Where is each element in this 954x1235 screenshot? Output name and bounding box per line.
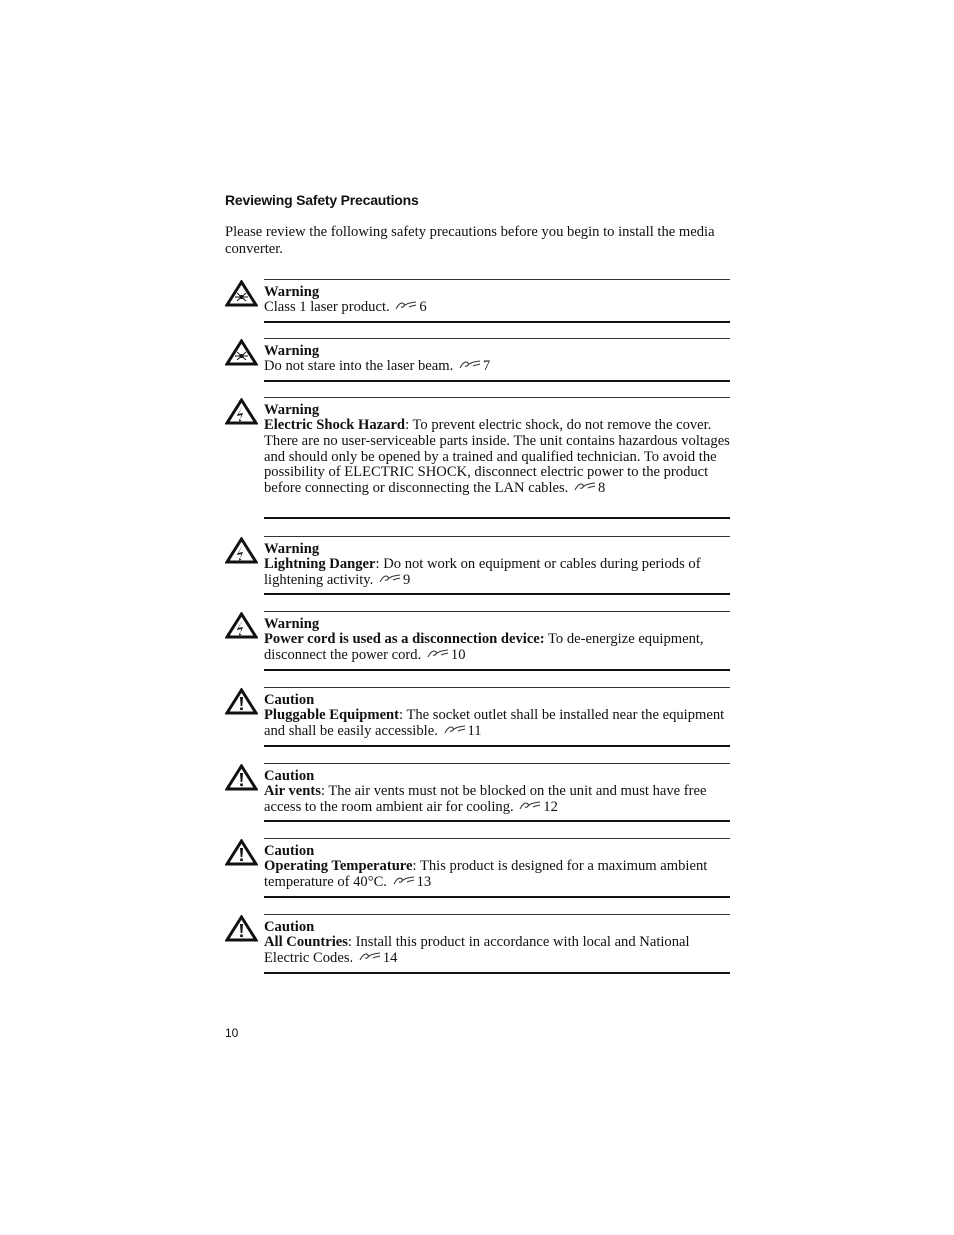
notice-text: Air vents: The air vents must not be blocked on the unit and must have free access to the room ambient air for cooling. 12 [264,783,707,815]
notice-text: Pluggable Equipment: The socket outlet shall be installed near the equipment and shall be easily accessible. 11 [264,707,725,739]
reference-hand-icon [444,725,466,735]
notice-kind: Warning [264,541,320,557]
electric-shock-warning-icon [225,537,258,564]
notice-kind: Caution [264,692,315,708]
laser-warning-icon [225,280,258,307]
section-heading: Reviewing Safety Precautions [225,192,419,208]
reference-hand-icon [459,360,481,370]
caution-exclamation-icon [225,915,258,942]
notice-text: Class 1 laser product. 6 [264,299,427,315]
reference-hand-icon [395,301,417,311]
notice-kind: Caution [264,919,315,935]
reference-hand-icon [359,952,381,962]
page-number: 10 [225,1026,239,1040]
caution-exclamation-icon [225,764,258,791]
notice-text: Lightning Danger: Do not work on equipment or cables during periods of lightening activity. 9 [264,556,701,588]
notice-kind: Caution [264,768,315,784]
electric-shock-warning-icon [225,398,258,425]
intro-paragraph: Please review the following safety precautions before you begin to install the media converter. [225,224,715,257]
laser-warning-icon [225,339,258,366]
notice-text: All Countries: Install this product in accordance with local and National Electric Codes. 14 [264,934,690,966]
caution-exclamation-icon [225,839,258,866]
notice-text: Operating Temperature: This product is designed for a maximum ambient temperature of 40°C. 13 [264,858,708,890]
electric-shock-warning-icon [225,612,258,639]
notice-kind: Warning [264,616,320,632]
caution-exclamation-icon [225,688,258,715]
notice-kind: Caution [264,843,315,859]
notice-kind: Warning [264,402,320,418]
notice-text: Do not stare into the laser beam. 7 [264,358,491,374]
reference-hand-icon [574,482,596,492]
notice-text: Power cord is used as a disconnection device: To de-energize equipment, disconnect the power cord. 10 [264,631,704,663]
notice-kind: Warning [264,343,320,359]
reference-hand-icon [393,876,415,886]
reference-hand-icon [427,649,449,659]
notice-kind: Warning [264,284,320,300]
reference-hand-icon [379,574,401,584]
reference-hand-icon [519,801,541,811]
notice-text: Electric Shock Hazard: To prevent electric shock, do not remove the cover. There are no user-serviceable parts inside. The unit contains hazardous voltages and should only be opened by a trained and qualified technician. To avoid the possibility of ELECTRIC SHOCK, disconnect electric power to the product before connecting or disconnecting the LAN cables. 8 [264,417,730,497]
